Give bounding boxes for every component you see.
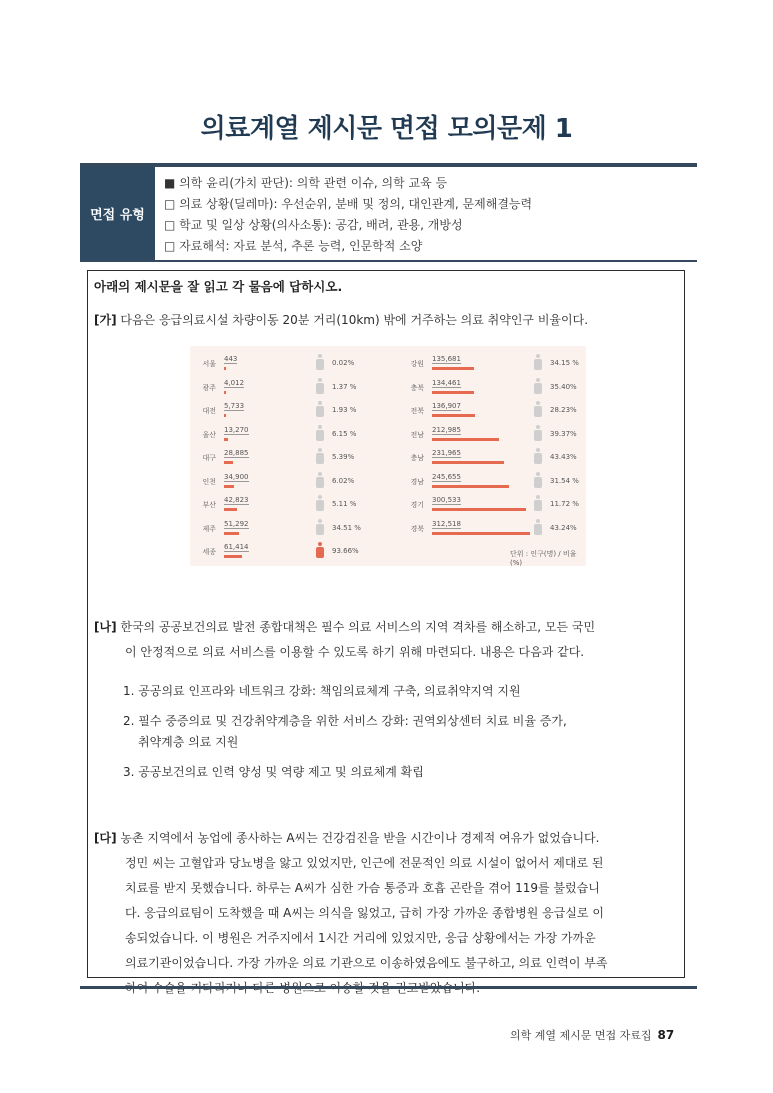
interview-type-item: □ 자료해석: 자료 분석, 추론 능력, 인문학적 소양: [164, 239, 423, 253]
chart-row: [400, 474, 580, 494]
chart-bar: [432, 391, 474, 394]
chart-percent-label: 6.02%: [332, 476, 355, 485]
chart-row: [400, 427, 580, 447]
chart-bar: [432, 461, 504, 464]
chart-percent-label: 35.40%: [550, 382, 577, 391]
chart-percent-label: 1.93 %: [332, 406, 357, 414]
interview-type-list: [164, 173, 532, 257]
vulnerable-population-chart: [190, 346, 586, 566]
chart-region-label: 경남: [410, 477, 424, 486]
chart-region-label: 충남: [410, 454, 424, 462]
person-icon: [534, 495, 542, 511]
person-icon: [316, 425, 324, 441]
chart-region-label: 울산: [202, 430, 216, 439]
chart-bar: [224, 461, 233, 464]
footer-text: 의학 계열 제시문 면접 자료집: [510, 1029, 652, 1042]
chart-region-label: 광주: [202, 383, 216, 392]
passage-da-line: 의료기관이었습니다. 가장 가까운 의료 기관으로 이송하였음에도 불구하고, 의료 인력이 부족: [125, 956, 608, 970]
passage-na-line: 한국의 공공보건의료 발전 종합대책은 필수 의료 서비스의 지역 격차를 해소하고, 모든 국민: [116, 620, 596, 634]
chart-bar: [224, 391, 226, 394]
chart-population-label: 51,292: [224, 519, 249, 528]
chart-region-label: 대전: [202, 407, 216, 415]
person-icon: [316, 401, 324, 417]
chart-bar: [432, 485, 509, 488]
chart-percent-label: 43.43%: [550, 453, 577, 461]
chart-population-label: 231,965: [432, 449, 461, 457]
chart-population-label: 13,270: [224, 425, 249, 434]
chart-percent-label: 6.15 %: [332, 429, 357, 438]
chart-region-label: 인천: [202, 477, 216, 486]
chart-region-label: 경북: [410, 524, 424, 533]
chart-percent-label: 34.51 %: [332, 523, 361, 532]
chart-bar: [224, 485, 234, 488]
person-icon: [316, 448, 324, 464]
chart-population-label: 4,012: [224, 378, 245, 387]
person-icon: [534, 425, 542, 441]
chart-population-label: 61,414: [224, 543, 249, 551]
chart-percent-label: 1.37 %: [332, 382, 357, 391]
chart-population-label: 245,655: [432, 472, 461, 481]
passage-na-line: 이 안정적으로 의료 서비스를 이용할 수 있도록 하기 위해 마련되다. 내용은 다음과 같다.: [125, 645, 585, 659]
chart-percent-label: 93.66%: [332, 547, 359, 555]
chart-row: [400, 521, 580, 541]
chart-bar: [224, 532, 239, 535]
passage-da-line: 치료를 받지 못했습니다. 하루는 A씨가 심한 가슴 통증과 호흡 곤란을 겪어 119를 불렀습니: [125, 881, 600, 895]
chart-population-label: 312,518: [432, 519, 461, 528]
chart-population-label: 443: [224, 355, 238, 363]
chart-region-label: 제주: [202, 524, 216, 533]
chart-row: [192, 403, 372, 423]
chart-bar: [224, 438, 228, 441]
chart-percent-label: 34.15 %: [550, 359, 579, 367]
chart-bar: [432, 414, 475, 417]
interview-type-item: □ 의료 상황(딜레마): 우선순위, 분배 및 정의, 대인관계, 문제해결능력: [164, 197, 533, 211]
chart-region-label: 부산: [202, 501, 216, 509]
page-footer: [510, 1027, 674, 1043]
chart-population-label: 134,461: [432, 378, 461, 387]
chart-row: [400, 380, 580, 400]
chart-percent-label: 28.23%: [550, 406, 577, 414]
passage-ga: [94, 308, 588, 333]
chart-bar: [224, 414, 226, 417]
bottom-rule: [80, 986, 697, 989]
chart-region-label: 전북: [410, 407, 424, 415]
chart-region-label: 충북: [410, 383, 424, 392]
person-icon: [534, 378, 542, 394]
passage-na: [94, 615, 595, 665]
person-icon: [316, 542, 324, 558]
chart-population-label: 5,733: [224, 402, 245, 410]
person-icon: [534, 448, 542, 464]
interview-type-item: □ 학교 및 일상 상황(의사소통): 공감, 배려, 관용, 개방성: [164, 218, 463, 232]
chart-row: [400, 356, 580, 376]
chart-percent-label: 5.39%: [332, 453, 355, 461]
chart-region-label: 세종: [202, 548, 216, 556]
chart-unit-label: 단위 : 인구(명) / 비율(%): [510, 550, 577, 567]
chart-row: [192, 450, 372, 470]
chart-row: [192, 497, 372, 517]
chart-region-label: 강원: [410, 360, 424, 368]
list-item: 1. 공공의료 인프라와 네트워크 강화: 책임의료체계 구축, 의료취약지역 지원: [123, 684, 521, 698]
chart-bar: [224, 555, 242, 558]
chart-percent-label: 11.72 %: [550, 500, 579, 508]
chart-population-label: 42,823: [224, 496, 249, 504]
person-icon: [316, 354, 324, 370]
chart-population-label: 34,900: [224, 472, 249, 481]
chart-bar: [224, 508, 237, 511]
list-item: 2. 필수 중증의료 및 건강취약계층을 위한 서비스 강화: 권역외상센터 치료 비율 증가,: [123, 714, 567, 728]
chart-region-label: 대구: [202, 454, 216, 462]
person-icon: [534, 472, 542, 488]
chart-region-label: 전남: [410, 430, 424, 439]
chart-row: [192, 544, 372, 564]
person-icon: [534, 354, 542, 370]
chart-row: [192, 380, 372, 400]
person-icon: [534, 519, 542, 535]
chart-population-label: 300,533: [432, 496, 461, 504]
chart-percent-label: 0.02%: [332, 359, 355, 367]
passage-da-line: 정민 씨는 고혈압과 당뇨병을 앓고 있었지만, 인근에 전문적인 의료 시설이 없어서 제대로 된: [125, 856, 604, 870]
chart-row: [192, 474, 372, 494]
person-icon: [534, 401, 542, 417]
passage-ga-tag: [가]: [94, 313, 117, 327]
chart-bar: [432, 367, 474, 370]
page-number: 87: [657, 1028, 675, 1042]
passage-ga-text: 다음은 응급의료시설 차량이동 20분 거리(10km) 밖에 거주하는 의료 취약인구 비율이다.: [116, 313, 589, 327]
chart-bar: [432, 532, 530, 535]
chart-percent-label: 39.37%: [550, 429, 577, 438]
chart-region-label: 경기: [410, 501, 424, 509]
chart-row: [400, 450, 580, 470]
interview-type-label: 면접 유형: [80, 167, 155, 260]
chart-row: [400, 497, 580, 517]
chart-row: [192, 427, 372, 447]
person-icon: [316, 519, 324, 535]
mid-rule: [80, 260, 697, 262]
chart-bar: [432, 438, 499, 441]
passage-da-tag: [다]: [94, 831, 117, 845]
chart-bar: [224, 367, 226, 370]
passage-da-line: 다. 응급의료팀이 도착했을 때 A씨는 의식을 잃었고, 급히 가장 가까운 종합병원 응급실로 이: [125, 906, 604, 920]
chart-row: [192, 521, 372, 541]
person-icon: [316, 378, 324, 394]
person-icon: [316, 472, 324, 488]
passage-da-line: 송되었습니다. 이 병원은 거주지에서 1시간 거리에 있었지만, 응급 상황에서는 가장 가까운: [125, 931, 596, 945]
chart-population-label: 136,907: [432, 402, 461, 410]
chart-population-label: 28,885: [224, 449, 249, 457]
passage-da-line: 농촌 지역에서 농업에 종사하는 A씨는 건강검진을 받을 시간이나 경제적 여유가 없었습니다.: [116, 831, 600, 845]
chart-percent-label: 43.24%: [550, 523, 577, 532]
interview-type-box: [80, 167, 697, 260]
chart-region-label: 서울: [202, 360, 216, 368]
chart-percent-label: 31.54 %: [550, 476, 579, 485]
chart-percent-label: 5.11 %: [332, 500, 357, 508]
page-title: 의료계열 제시문 면접 모의문제 1: [200, 114, 573, 144]
passage-da: [94, 826, 607, 1001]
list-item: 3. 공공보건의료 인력 양성 및 역량 제고 및 의료체계 확립: [123, 765, 424, 779]
passage-na-tag: [나]: [94, 620, 117, 634]
chart-population-label: 135,681: [432, 355, 461, 363]
chart-row: [192, 356, 372, 376]
list-item: 취약계층 의료 지원: [138, 735, 239, 749]
chart-row: [400, 403, 580, 423]
chart-bar: [432, 508, 526, 511]
person-icon: [316, 495, 324, 511]
instruction: 아래의 제시문을 잘 읽고 각 물음에 답하시오.: [94, 279, 343, 294]
interview-type-item: ■ 의학 윤리(가치 판단): 의학 관련 이슈, 의학 교육 등: [164, 176, 448, 190]
chart-population-label: 212,985: [432, 425, 461, 434]
